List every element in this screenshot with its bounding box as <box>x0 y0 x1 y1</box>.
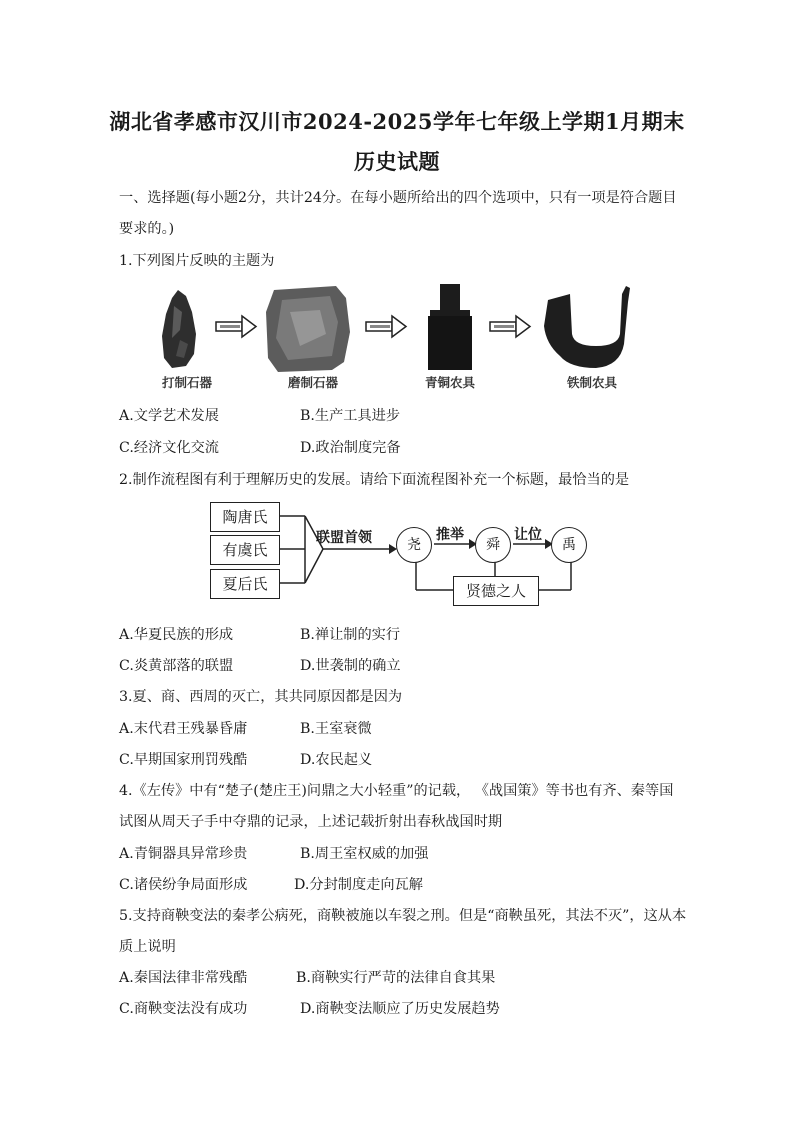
q4-option-b[interactable]: B.周王室权威的加强 <box>300 846 429 862</box>
tribe-box-xiahou: 夏后氏 <box>210 569 280 599</box>
exam-title: 湖北省孝感市汉川市2024-2025学年七年级上学期1月期末 <box>109 109 685 134</box>
q3-option-c[interactable]: C.早期国家刑罚残酷 <box>119 752 248 768</box>
polished-stone-tool-image <box>266 286 350 372</box>
arrow-icon <box>490 316 530 337</box>
chipped-stone-tool-image <box>162 290 196 368</box>
section-instructions: 一、选择题(每小题2分，共计24分。在每小题所给出的四个选项中，只有一项是符合题目 <box>119 190 677 206</box>
q4-stem-cont: 试图从周天子手中夺鼎的记录，上述记载折射出春秋战国时期 <box>119 814 503 830</box>
node-shun: 舜 <box>475 527 511 563</box>
arrow-icon <box>366 316 406 337</box>
q4-option-d[interactable]: D.分封制度走向瓦解 <box>294 877 423 893</box>
iron-farm-tool-image <box>544 286 630 368</box>
q1-option-b[interactable]: B.生产工具进步 <box>300 408 401 424</box>
q2-stem: 2.制作流程图有利于理解历史的发展。请给下面流程图补充一个标题，最恰当的是 <box>119 472 630 488</box>
virtuous-person-box: 贤德之人 <box>453 576 539 606</box>
exam-subject: 历史试题 <box>354 149 440 174</box>
figure-label-bronze: 青铜农具 <box>424 375 475 390</box>
q4-stem: 4.《左传》中有“楚子(楚庄王)问鼎之大小轻重”的记载， 《战国策》等书也有齐、秦等国 <box>119 783 674 799</box>
q3-option-a[interactable]: A.末代君王残暴昏庸 <box>119 721 248 737</box>
q3-option-b[interactable]: B.王室衰微 <box>300 721 372 737</box>
figure-label-polished: 磨制石器 <box>287 375 338 390</box>
tools-evolution-figure <box>150 282 630 378</box>
q4-option-a[interactable]: A.青铜器具异常珍贵 <box>119 846 248 862</box>
q1-option-d[interactable]: D.政治制度完备 <box>300 440 401 456</box>
q5-option-c[interactable]: C.商鞅变法没有成功 <box>119 1001 248 1017</box>
node-yu: 禹 <box>551 527 587 563</box>
q5-stem-cont: 质上说明 <box>119 939 176 955</box>
recommend-label: 推举 <box>436 527 464 543</box>
tribe-box-taotang: 陶唐氏 <box>210 502 280 532</box>
bronze-farm-tool-image <box>428 284 472 370</box>
tribe-box-youyu: 有虞氏 <box>210 535 280 565</box>
q2-option-b[interactable]: B.禅让制的实行 <box>300 627 401 643</box>
q3-stem: 3.夏、商、西周的灭亡，其共同原因都是因为 <box>119 689 403 705</box>
q5-stem: 5.支持商鞅变法的秦孝公病死，商鞅被施以车裂之刑。但是“商鞅虽死，其法不灭”，这从本 <box>119 908 687 924</box>
q1-option-a[interactable]: A.文学艺术发展 <box>119 408 219 424</box>
q2-option-d[interactable]: D.世袭制的确立 <box>300 658 401 674</box>
node-yao: 尧 <box>396 527 432 563</box>
q3-option-d[interactable]: D.农民起义 <box>300 752 373 768</box>
q5-option-a[interactable]: A.秦国法律非常残酷 <box>119 970 248 986</box>
q5-option-d[interactable]: D.商鞅变法顺应了历史发展趋势 <box>300 1001 500 1017</box>
q1-option-c[interactable]: C.经济文化交流 <box>119 440 219 456</box>
q1-stem: 1.下列图片反映的主题为 <box>119 253 275 269</box>
figure-label-iron: 铁制农具 <box>566 375 617 390</box>
alliance-leader-label: 联盟首领 <box>316 530 372 546</box>
q2-option-a[interactable]: A.华夏民族的形成 <box>119 627 234 643</box>
q5-option-b[interactable]: B.商鞅实行严苛的法律自食其果 <box>296 970 496 986</box>
abdicate-label: 让位 <box>514 527 542 543</box>
q4-option-c[interactable]: C.诸侯纷争局面形成 <box>119 877 248 893</box>
figure-label-chipped: 打制石器 <box>161 375 212 390</box>
section-instructions-cont: 要求的。) <box>119 221 175 237</box>
arrow-icon <box>216 316 256 337</box>
q2-option-c[interactable]: C.炎黄部落的联盟 <box>119 658 234 674</box>
